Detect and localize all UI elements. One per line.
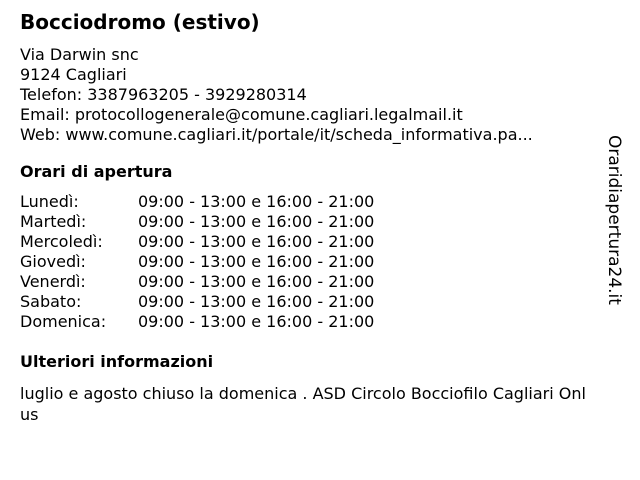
site-watermark: Oraridiapertura24.it xyxy=(604,135,624,305)
day-label: Sabato: xyxy=(20,292,82,311)
day-label: Mercoledì: xyxy=(20,232,103,251)
time-value: 09:00 - 13:00 e 16:00 - 21:00 xyxy=(138,312,375,331)
hours-row-sunday xyxy=(20,312,600,332)
time-value: 09:00 - 13:00 e 16:00 - 21:00 xyxy=(138,232,375,251)
more-info-heading: Ulteriori informazioni xyxy=(20,352,214,371)
street-line: Via Darwin snc xyxy=(20,45,139,64)
time-value: 09:00 - 13:00 e 16:00 - 21:00 xyxy=(138,252,375,271)
day-label: Venerdì: xyxy=(20,272,86,291)
hours-row-saturday xyxy=(20,292,600,312)
more-info-text: luglio e agosto chiuso la domenica . ASD Circolo Bocciofilo Cagliari Onlus xyxy=(20,384,586,424)
hours-table xyxy=(20,192,600,332)
web-line: Web: www.comune.cagliari.it/portale/it/scheda_informativa.pa... xyxy=(20,125,533,144)
time-value: 09:00 - 13:00 e 16:00 - 21:00 xyxy=(138,292,375,311)
day-label: Giovedì: xyxy=(20,252,86,271)
hours-row-thursday xyxy=(20,252,600,272)
page-title: Bocciodromo (estivo) xyxy=(20,10,260,34)
hours-row-wednesday xyxy=(20,232,600,252)
time-value: 09:00 - 13:00 e 16:00 - 21:00 xyxy=(138,272,375,291)
day-label: Lunedì: xyxy=(20,192,79,211)
info-page xyxy=(20,8,600,425)
hours-row-friday xyxy=(20,272,600,292)
time-value: 09:00 - 13:00 e 16:00 - 21:00 xyxy=(138,212,375,231)
email-line: Email: protocollogenerale@comune.cagliari.legalmail.it xyxy=(20,105,463,124)
hours-row-tuesday xyxy=(20,212,600,232)
day-label: Martedì: xyxy=(20,212,87,231)
time-value: 09:00 - 13:00 e 16:00 - 21:00 xyxy=(138,192,375,211)
hours-row-monday xyxy=(20,192,600,212)
city-line: 9124 Cagliari xyxy=(20,65,127,84)
day-label: Domenica: xyxy=(20,312,107,331)
phone-line: Telefon: 3387963205 - 3929280314 xyxy=(20,85,307,104)
address-block xyxy=(20,45,600,145)
hours-heading: Orari di apertura xyxy=(20,162,173,181)
